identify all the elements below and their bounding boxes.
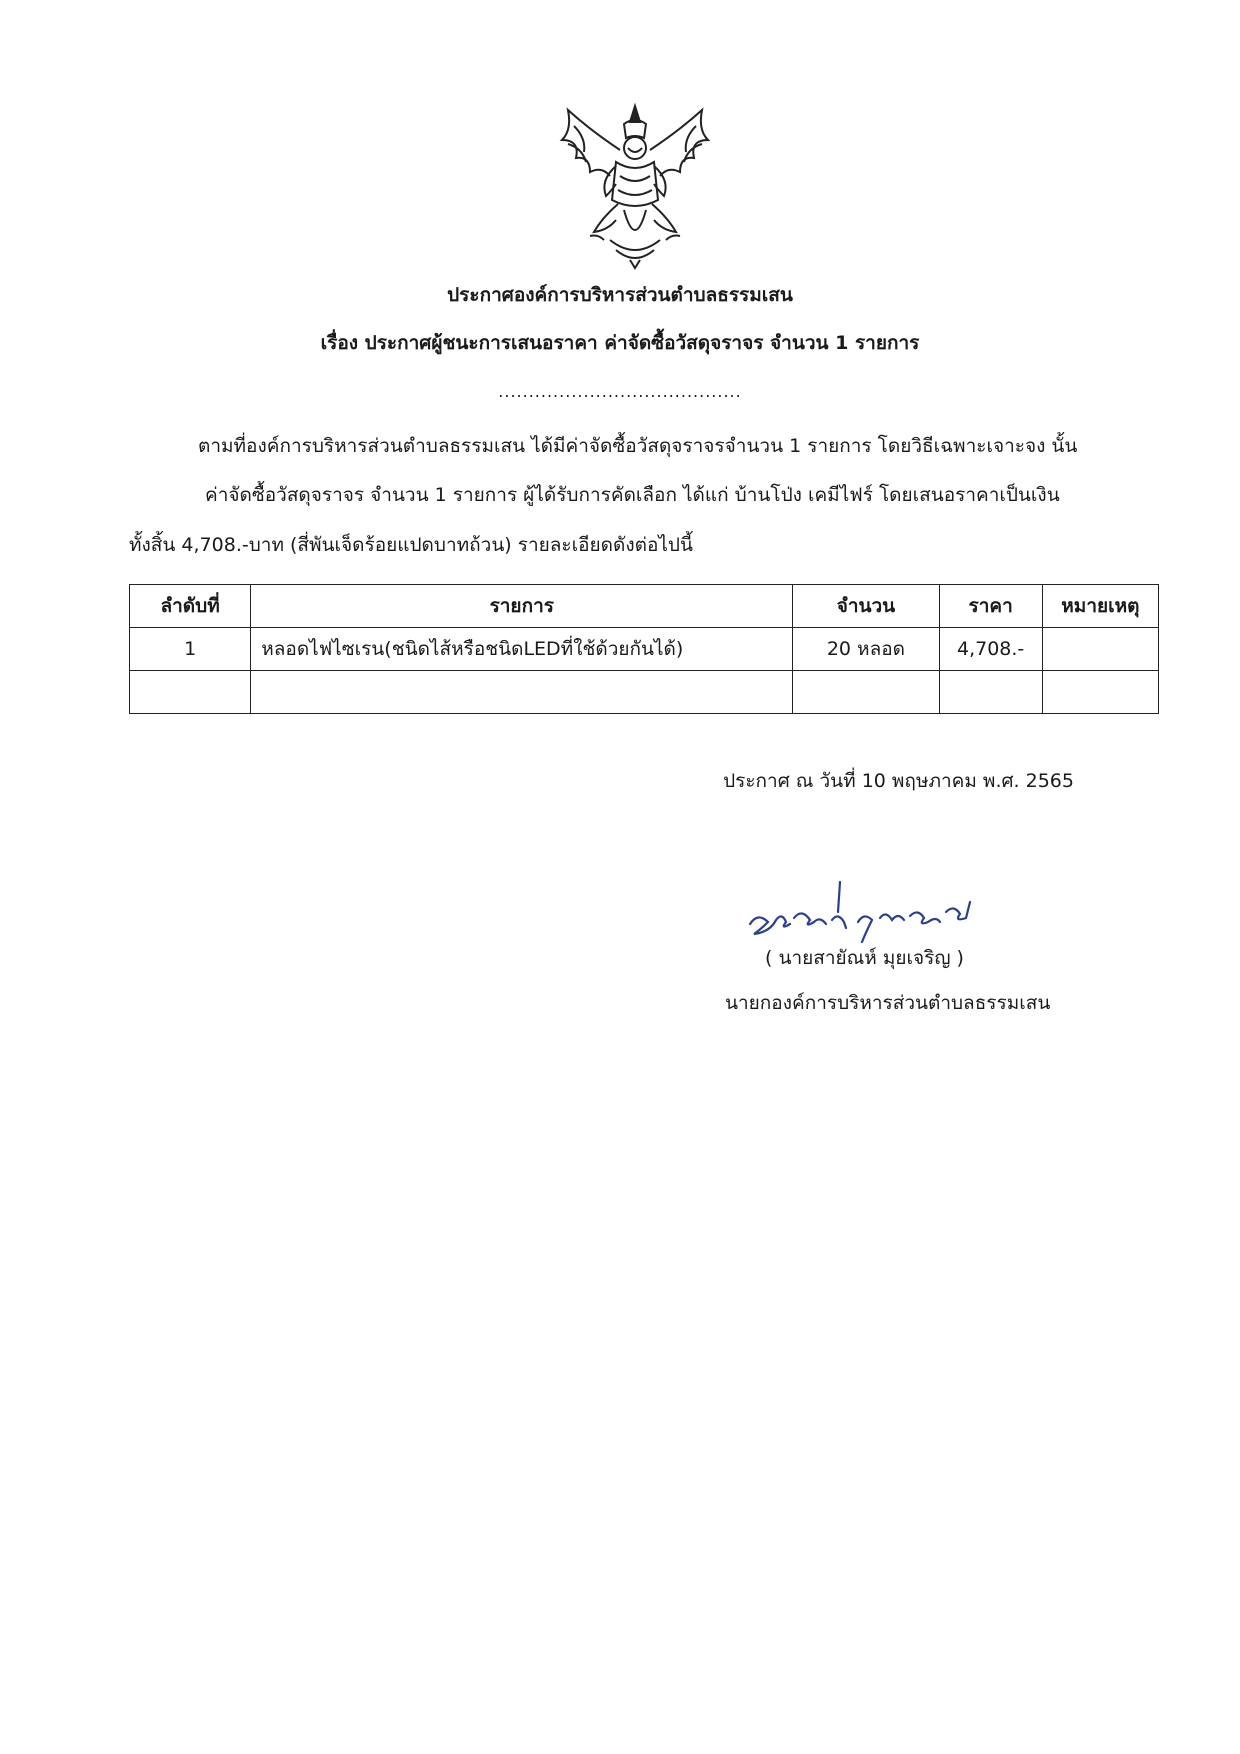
header-no: ลำดับที่ bbox=[130, 585, 251, 628]
header-note: หมายเหตุ bbox=[1042, 585, 1158, 628]
table-row bbox=[130, 628, 1159, 671]
garuda-emblem-icon bbox=[550, 100, 720, 270]
announcement-subject: เรื่อง ประกาศผู้ชนะการเสนอราคา ค่าจัดซื้อวัสดุจราจร จำนวน 1 รายการ bbox=[320, 332, 920, 354]
cell-price: 4,708.- bbox=[939, 628, 1042, 671]
signer-title: นายกองค์การบริหารส่วนตำบลธรรมเสน bbox=[725, 992, 1051, 1014]
cell-qty bbox=[793, 671, 939, 714]
cell-note bbox=[1042, 628, 1158, 671]
header-qty: จำนวน bbox=[793, 585, 939, 628]
header-price: ราคา bbox=[939, 585, 1042, 628]
header-item: รายการ bbox=[251, 585, 793, 628]
cell-no: 1 bbox=[130, 628, 251, 671]
cell-price bbox=[939, 671, 1042, 714]
body-line-1: ตามที่องค์การบริหารส่วนตำบลธรรมเสน ได้มีค่าจัดซื้อวัสดุจราจรจำนวน 1 รายการ โดยวิธีเฉพาะเจาะจง นั้น bbox=[198, 435, 1078, 457]
body-line-2: ค่าจัดซื้อวัสดุจราจร จำนวน 1 รายการ ผู้ได้รับการคัดเลือก ได้แก่ บ้านโป่ง เคมีไฟร์ โดยเสนอราคาเป็นเงิน bbox=[205, 484, 1060, 506]
table-header-row bbox=[130, 585, 1159, 628]
cell-qty: 20 หลอด bbox=[793, 628, 939, 671]
cell-note bbox=[1042, 671, 1158, 714]
cell-no bbox=[130, 671, 251, 714]
separator-dots: ........................................ bbox=[498, 382, 742, 401]
cell-item: หลอดไฟไซเรน(ชนิดไส้หรือชนิดLEDที่ใช้ด้วยกันได้) bbox=[251, 628, 793, 671]
announcement-date: ประกาศ ณ วันที่ 10 พฤษภาคม พ.ศ. 2565 bbox=[723, 770, 1074, 792]
announcement-title: ประกาศองค์การบริหารส่วนตำบลธรรมเสน bbox=[447, 284, 793, 306]
table-row bbox=[130, 671, 1159, 714]
signer-name: ( นายสายัณห์ มุยเจริญ ) bbox=[765, 947, 964, 969]
cell-item bbox=[251, 671, 793, 714]
signature-icon bbox=[740, 872, 1000, 952]
body-line-3: ทั้งสิ้น 4,708.-บาท (สี่พันเจ็ดร้อยแปดบาทถ้วน) รายละเอียดดังต่อไปนี้ bbox=[129, 534, 693, 556]
items-table bbox=[129, 584, 1159, 714]
